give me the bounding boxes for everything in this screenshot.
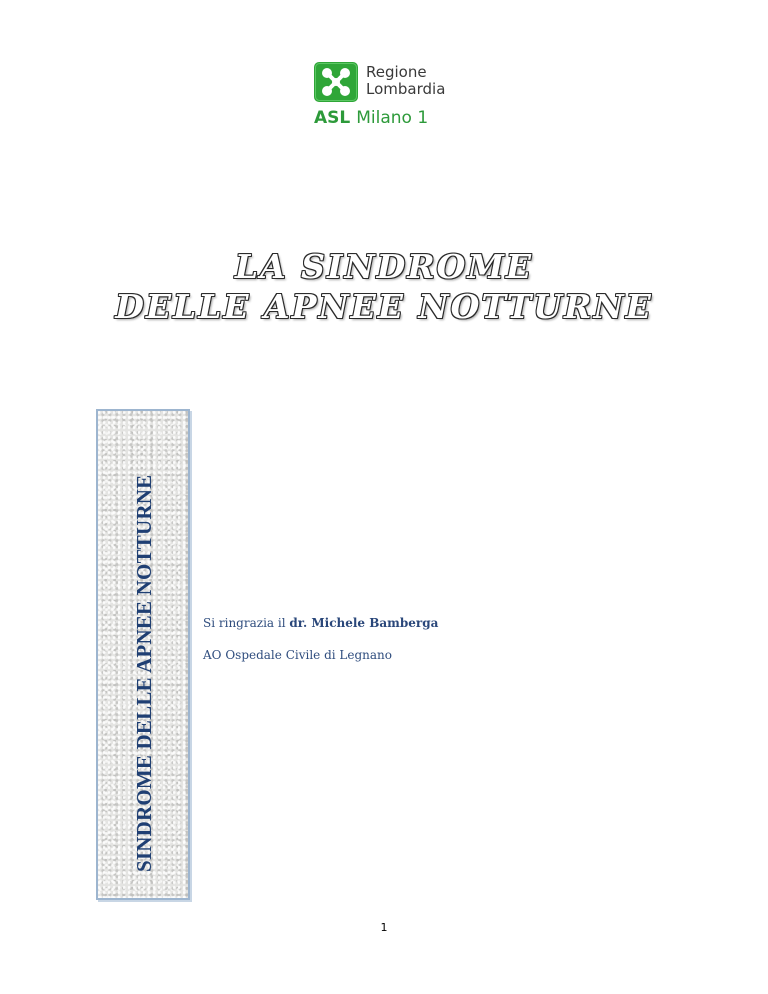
regione-lombardia-rosa-camuna-icon bbox=[314, 62, 358, 102]
asl-label bbox=[314, 108, 428, 128]
logo-name-line1: Regione bbox=[366, 63, 427, 81]
acknowledgement-name: dr. Michele Bamberga bbox=[289, 616, 439, 630]
logo-name bbox=[366, 64, 445, 98]
acknowledgement bbox=[203, 616, 438, 630]
page-number: 1 bbox=[380, 921, 388, 934]
affiliation: AO Ospedale Civile di Legnano bbox=[203, 648, 392, 662]
document-title bbox=[0, 247, 768, 327]
title-line-2: DELLE APNEE NOTTURNE bbox=[115, 287, 653, 326]
asl-label-sub: Milano 1 bbox=[356, 108, 429, 128]
title-line-1: LA SINDROME bbox=[234, 247, 534, 286]
acknowledgement-prefix: Si ringrazia il bbox=[203, 616, 286, 630]
logo-name-line2: Lombardia bbox=[366, 80, 446, 98]
asl-label-main: ASL bbox=[314, 108, 351, 128]
spine-panel bbox=[96, 409, 190, 900]
regione-lombardia-logo bbox=[314, 62, 474, 134]
spine-text: SINDROME DELLE APNEE NOTTURNE bbox=[132, 474, 156, 872]
